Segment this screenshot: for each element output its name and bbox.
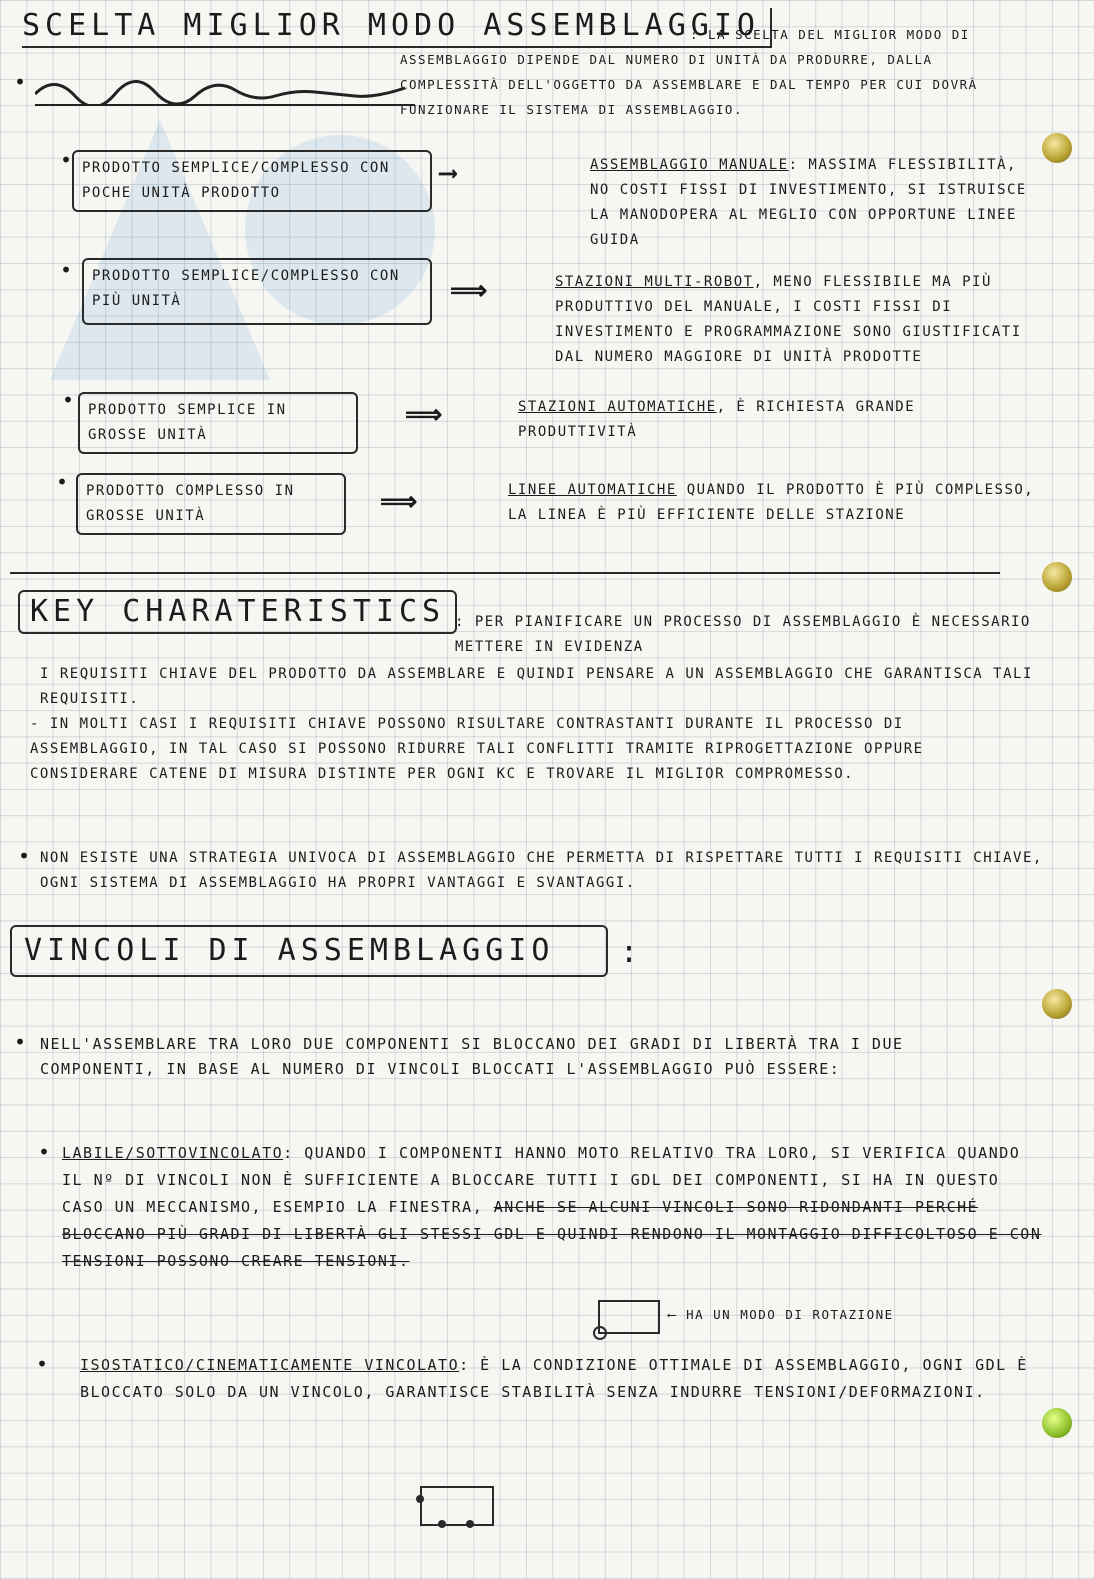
bullet: • bbox=[36, 1352, 49, 1376]
labile-title: LABILE/SOTTOVINCOLATO bbox=[62, 1144, 284, 1162]
double-arrow-icon: ⟹ bbox=[405, 400, 443, 430]
hinge-icon bbox=[593, 1326, 607, 1340]
case-result-4 bbox=[508, 478, 1038, 528]
double-arrow-icon: ⟹ bbox=[380, 487, 418, 517]
result-title: STAZIONI MULTI-ROBOT bbox=[555, 274, 754, 290]
case-box-2: PRODOTTO SEMPLICE/COMPLESSO CON PIÙ UNITÀ bbox=[82, 258, 432, 325]
binder-hole bbox=[1042, 133, 1072, 163]
block-sketch bbox=[420, 1486, 494, 1526]
result-text: , È RICHIESTA GRANDE PRODUTTIVITÀ bbox=[518, 399, 916, 440]
binder-hole bbox=[1042, 989, 1072, 1019]
bullet: • bbox=[18, 844, 31, 868]
bullet: • bbox=[62, 388, 75, 412]
labile-block bbox=[62, 1140, 1042, 1275]
bullet: • bbox=[14, 1030, 27, 1054]
kc-paragraph-2: - IN MOLTI CASI I REQUISITI CHIAVE POSSONO RISULTARE CONTRASTANTI DURANTE IL PROCESSO DI ASSEMBLAGGIO, IN TAL CASO SI POSSONO RIDURRE TALI CONFLITTI TRAMITE RIPROGETTAZIONE OPPURE CONSIDERARE CATENE DI MISURA DISTINTE PER OGNI KC E TROVARE IL MIGLIOR COMPROMESSO. bbox=[30, 716, 924, 782]
heading-vincoli: VINCOLI DI ASSEMBLAGGIO bbox=[10, 925, 608, 977]
constraint-icon bbox=[466, 1520, 474, 1528]
result-title: ASSEMBLAGGIO MANUALE bbox=[590, 157, 789, 173]
case-result-2 bbox=[555, 270, 1035, 370]
bullet: • bbox=[14, 70, 27, 94]
heading-scelta: SCELTA MIGLIOR MODO ASSEMBLAGGIO bbox=[22, 8, 772, 48]
isostatico-block bbox=[80, 1352, 1040, 1406]
isostatico-title: ISOSTATICO/CINEMATICAMENTE VINCOLATO bbox=[80, 1356, 460, 1374]
vincoli-intro: NELL'ASSEMBLARE TRA LORO DUE COMPONENTI SI BLOCCANO DEI GRADI DI LIBERTÀ TRA I DUE COMPONENTI, IN BASE AL NUMERO DI VINCOLI BLOCCATI L'ASSEMBLAGGIO PUÒ ESSERE: bbox=[40, 1035, 904, 1078]
kc-intro: : PER PIANIFICARE UN PROCESSO DI ASSEMBLAGGIO È NECESSARIO METTERE IN EVIDENZA bbox=[455, 614, 1031, 655]
binder-hole bbox=[1042, 562, 1072, 592]
kc-paragraph-3: NON ESISTE UNA STRATEGIA UNIVOCA DI ASSEMBLAGGIO CHE PERMETTA DI RISPETTARE TUTTI I REQUISITI CHIAVE, OGNI SISTEMA DI ASSEMBLAGGIO HA PROPRI VANTAGGI E SVANTAGGI. bbox=[40, 850, 1043, 891]
isostatico-text: : È LA CONDIZIONE OTTIMALE DI ASSEMBLAGGIO, OGNI GDL È BLOCCATO SOLO DA UN VINCOLO, GARANTISCE STABILITÀ SENZA INDURRE TENSIONI/DEFORMAZIONI. bbox=[80, 1356, 1028, 1401]
arrow-left-icon: ⟵ bbox=[668, 1307, 687, 1322]
kc-paragraph-1: I REQUISITI CHIAVE DEL PRODOTTO DA ASSEMBLARE E QUINDI PENSARE A UN ASSEMBLAGGIO CHE GARANTISCA TALI REQUISITI. bbox=[40, 666, 1033, 707]
binder-hole bbox=[1042, 1408, 1072, 1438]
watermark-logo bbox=[40, 80, 460, 410]
heading-key-characteristics: KEY CHARATERISTICS bbox=[18, 590, 457, 634]
bullet: • bbox=[56, 470, 69, 494]
case-box-1: PRODOTTO SEMPLICE/COMPLESSO CON POCHE UNITÀ PRODOTTO bbox=[72, 150, 432, 212]
bullet: • bbox=[38, 1140, 51, 1164]
case-result-3 bbox=[518, 395, 998, 445]
constraint-icon bbox=[438, 1520, 446, 1528]
result-text: , MENO FLESSIBILE MA PIÙ PRODUTTIVO DEL MANUALE, I COSTI FISSI DI INVESTIMENTO E PROGRAMMAZIONE SONO GIUSTIFICATI DAL NUMERO MAGGIORE DI UNITÀ PRODOTTE bbox=[555, 274, 1022, 365]
case-box-3: PRODOTTO SEMPLICE IN GROSSE UNITÀ bbox=[78, 392, 358, 454]
double-arrow-icon: ⟹ bbox=[450, 276, 488, 306]
divider bbox=[10, 572, 1000, 574]
labile-note-text: HA UN MODO DI ROTAZIONE bbox=[686, 1307, 894, 1322]
result-text: QUANDO IL PRODOTTO È PIÙ COMPLESSO, LA LINEA È PIÙ EFFICIENTE DELLE STAZIONE bbox=[508, 482, 1035, 523]
case-box-4: PRODOTTO COMPLESSO IN GROSSE UNITÀ bbox=[76, 473, 346, 535]
case-result-1 bbox=[590, 153, 1040, 253]
labile-text: : QUANDO I COMPONENTI HANNO MOTO RELATIVO TRA LORO, SI VERIFICA QUANDO IL Nº DI VINCOLI NON È SUFFICIENTE A BLOCCARE TUTTI I GDL DEI COMPONENTI, SI HA IN QUESTO CASO UN MECCANISMO, ESEMPIO LA FINESTRA, bbox=[62, 1144, 1021, 1216]
heading-colon: : bbox=[620, 935, 644, 970]
constraint-icon bbox=[416, 1495, 424, 1503]
result-title: LINEE AUTOMATICHE bbox=[508, 482, 677, 498]
bullet: • bbox=[60, 258, 73, 282]
arrow-right-icon: ⟶ bbox=[440, 158, 456, 188]
result-title: STAZIONI AUTOMATICHE bbox=[518, 399, 717, 415]
bullet: • bbox=[60, 148, 73, 172]
labile-struck-text: ANCHE SE ALCUNI VINCOLI SONO RIDONDANTI PERCHÉ BLOCCANO PIÙ GRADI DI LIBERTÀ GLI STESSI GDL E QUINDI RENDONO IL MONTAGGIO DIFFICOLTOSO E CON TENSIONI POSSONO CREARE TENSIONI. bbox=[62, 1198, 1042, 1270]
labile-note bbox=[668, 1302, 894, 1327]
result-text: : MASSIMA FLESSIBILITÀ, NO COSTI FISSI DI INVESTIMENTO, SI ISTRUISCE LA MANODOPERA AL MEGLIO CON OPPORTUNE LINEE GUIDA bbox=[590, 157, 1027, 248]
window-sketch bbox=[598, 1300, 660, 1334]
intro-text: : LA SCELTA DEL MIGLIOR MODO DI ASSEMBLAGGIO DIPENDE DAL NUMERO DI UNITÀ DA PRODURRE, DALLA COMPLESSITÀ DELL'OGGETTO DA ASSEMBLARE E DAL TEMPO PER CUI DOVRÀ FUNZIONARE IL SISTEMA DI ASSEMBLAGGIO. bbox=[400, 27, 978, 117]
scribble-out bbox=[35, 74, 415, 106]
